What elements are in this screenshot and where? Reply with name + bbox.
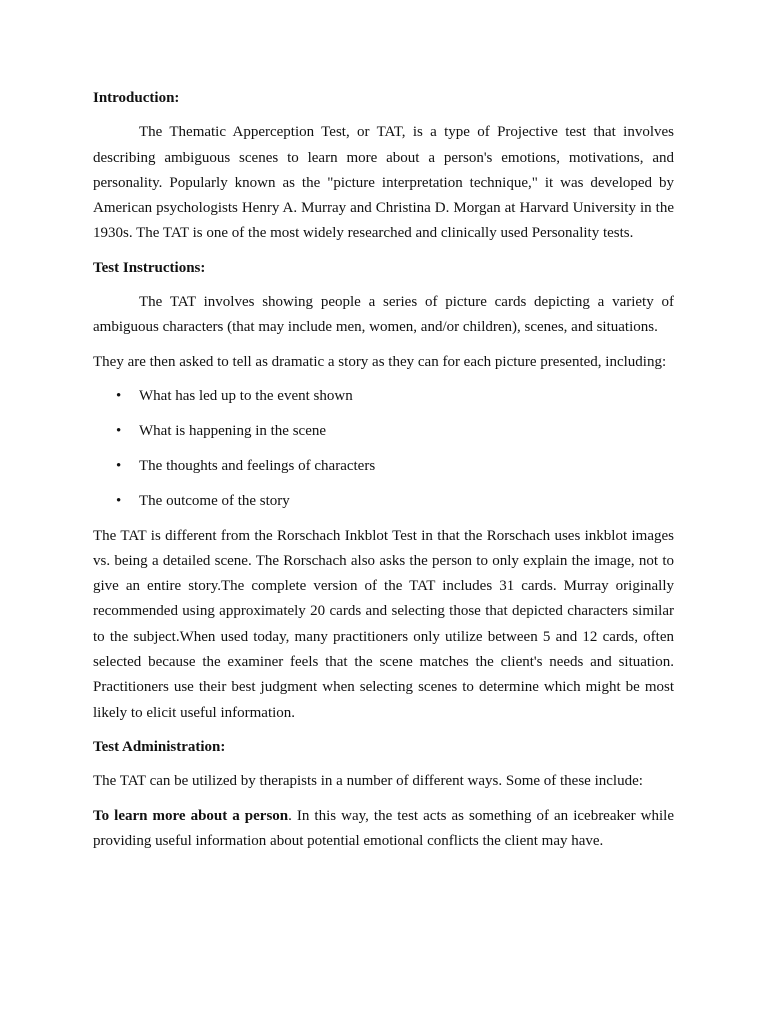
learn-about-person-paragraph	[93, 804, 674, 855]
section-heading-test-administration: Test Administration:	[93, 738, 226, 755]
list-item	[93, 419, 674, 444]
rorschach-comparison-paragraph: The TAT is different from the Rorschach Inkblot Test in that the Rorschach uses inkblot images vs. being a detailed scene. The Rorschach also asks the person to only explain the image, not to give an entire story.The complete version of the TAT includes 31 cards. Murray originally recommended using approximately 20 cards and selecting those that depicted characters similar to the subject.When used today, many practitioners only utilize between 5 and 12 cards, often selected because the examiner feels that the scene matches the client's needs and situation. Practitioners use their best judgment when selecting scenes to determine which might be most likely to elicit useful information.	[93, 527, 674, 721]
section-heading-test-instructions: Test Instructions:	[93, 259, 206, 276]
introduction-paragraph: The Thematic Apperception Test, or TAT, is a type of Projective test that involves describing ambiguous scenes to learn more about a person's emotions, motivations, and personality. Popularly known as the "picture interpretation technique," it was developed by American psychologists Henry A. Murray and Christina D. Morgan at Harvard University in the 1930s. The TAT is one of the most widely researched and clinically used Personality tests.	[93, 124, 674, 242]
instructions-followup-paragraph: They are then asked to tell as dramatic a story as they can for each picture presented, including:	[93, 353, 667, 370]
bullet-icon: •	[116, 457, 122, 474]
learn-about-person-text: . In this way, the test acts as something of an icebreaker while providing useful information about potential emotional conflicts the client may have.	[93, 807, 675, 849]
list-item	[93, 489, 674, 514]
list-item-text: The thoughts and feelings of characters	[139, 457, 376, 474]
bullet-icon: •	[116, 387, 122, 404]
bullet-icon: •	[116, 422, 122, 439]
instructions-paragraph: The TAT involves showing people a series of picture cards depicting a variety of ambiguous characters (that may include men, women, and/or children), scenes, and situations.	[93, 294, 674, 336]
list-item-text: The outcome of the story	[139, 492, 290, 509]
list-item	[93, 384, 674, 409]
administration-paragraph: The TAT can be utilized by therapists in a number of different ways. Some of these include:	[93, 773, 643, 790]
learn-about-person-lead: To learn more about a person	[93, 807, 289, 824]
document-body	[93, 86, 674, 863]
bullet-icon: •	[116, 492, 122, 509]
list-item	[93, 454, 674, 479]
list-item-text: What has led up to the event shown	[139, 387, 353, 404]
list-item-text: What is happening in the scene	[139, 422, 327, 439]
section-heading-introduction: Introduction:	[93, 90, 180, 106]
story-elements-list	[93, 384, 674, 514]
